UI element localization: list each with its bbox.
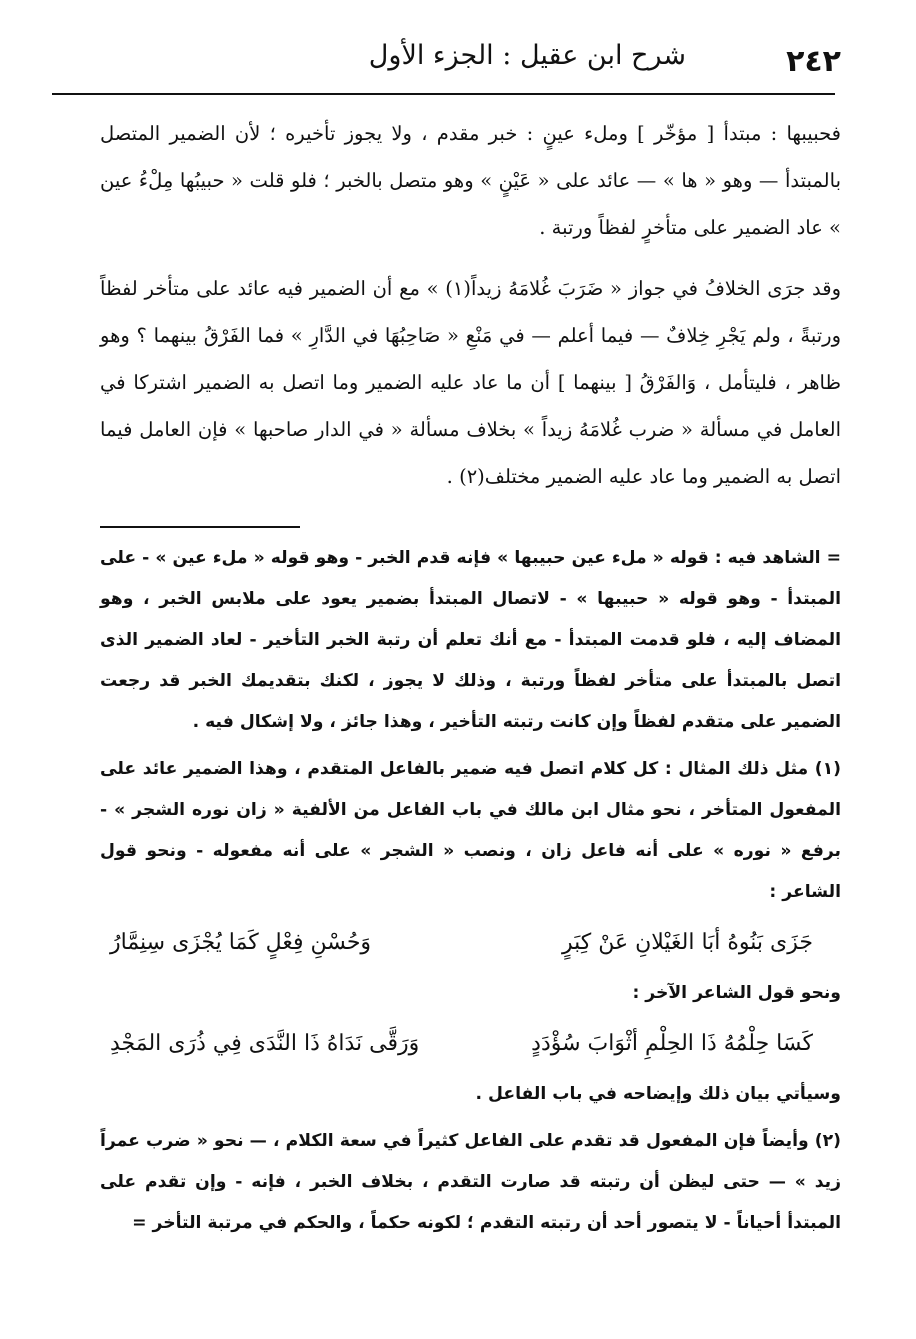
body-paragraph-2: وقد جرَى الخلافُ في جواز « ضَرَبَ غُلامَهُ زيداً(١) » مع أن الضمير فيه عائد على متأخر لفظاً ورتبةً ، ولم يَجْرِ خِلافٌ — فيما أعلم — في مَنْعِ « صَاحِبُهَا في الدَّارِ » فما الفَرْقُ بينهما ؟ وهو ظاهر ، فليتأمل ، وَالفَرْقُ [ بينهما ] أن ما عاد عليه الضمير وما اتصل به الضمير اشتركا في العامل في مسألة « ضرب غُلامَهُ زيداً » بخلاف مسألة « في الدار صاحبها » فإن العامل فيما اتصل به الضمير وما عاد عليه الضمير مختلف(٢) . (100, 277, 841, 488)
verse-2-first-hemistich: كَسَا حِلْمُهُ ذَا الحِلْمِ أثْوَابَ سُؤْدَدٍ (531, 1031, 813, 1056)
verse-line-2 (100, 1014, 841, 1074)
verse-line-1 (100, 913, 841, 973)
page-number: ٢٤٢ (786, 44, 841, 79)
footnote-2: (٢) وأيضاً فإن المفعول قد تقدم على الفاعل كثيراً في سعة الكلام ، — نحو « ضرب عمراً زيد » — حتى ليظن أن رتبته قد صارت التقدم ، بخلاف الخبر ، فإنه - وإن تقدم على المبتدأ أحياناً - لا يتصور أحد أن رتبته التقدم ؛ لكونه حكماً ، والحكم في مرتبة التأخر = (100, 1131, 841, 1233)
footnote-separator (100, 526, 300, 528)
page-header (100, 38, 841, 90)
header-rule (52, 93, 835, 95)
footnote-1: (١) مثل ذلك المثال : كل كلام اتصل فيه ضمير بالفاعل المتقدم ، وهذا الضمير عائد على المفعول المتأخر ، نحو مثال ابن مالك في باب الفاعل من الألفية « زان نوره الشجر » - برفع « نوره » على أنه فاعل زان ، ونصب « الشجر » على أنه مفعوله - ونحو قول الشاعر : (100, 759, 841, 902)
footnotes (100, 538, 841, 1244)
footnote-1-end: وسيأتي بيان ذلك وإيضاحه في باب الفاعل . (475, 1084, 841, 1104)
footnote-1-continuation: ونحو قول الشاعر الآخر : (632, 983, 841, 1003)
verse-1-second-hemistich: وَحُسْنِ فِعْلٍ كَمَا يُجْزَى سِنِمَّارُ (110, 930, 372, 955)
running-head: شرح ابن عقيل : الجزء الأول (368, 40, 686, 71)
footnote-continuation: = الشاهد فيه : قوله « ملء عين حبيبها » فإنه قدم الخبر - وهو قوله « ملء عين » - على المبتدأ - وهو قوله « حبيبها » - لاتصال المبتدأ بضمير يعود على ملابس الخبر ، وهو المضاف إليه ، فلو قدمت المبتدأ - مع أنك تعلم أن رتبة الخبر التأخير - لعاد الضمير الذى اتصل بالمبتدأ على متأخر لفظاً ورتبة ، وذلك لا يجوز ، لكنك بتقديمك الخبر قد رجعت الضمير على متقدم لفظاً وإن كانت رتبته التأخير ، وهذا جائز ، ولا إشكال فيه . (100, 548, 841, 732)
body-paragraph-1: فحبيبها : مبتدأ [ مؤخّر ] وملء عينٍ : خبر مقدم ، ولا يجوز تأخيره ؛ لأن الضمير المتصل بالمبتدأ — وهو « ها » — عائد على « عَيْنٍ » وهو متصل بالخبر ؛ فلو قلت « حبيبُها مِلْءُ عين » عاد الضمير على متأخرٍ لفظاً ورتبة . (100, 122, 841, 239)
verse-2-second-hemistich: وَرَقَّى نَدَاهُ ذَا النَّدَى فِي ذُرَى المَجْدِ (110, 1031, 420, 1056)
main-text (100, 110, 841, 500)
verse-1-first-hemistich: جَزَى بَنُوهُ أبَا الغَيْلانِ عَنْ كِبَرٍ (562, 930, 813, 955)
